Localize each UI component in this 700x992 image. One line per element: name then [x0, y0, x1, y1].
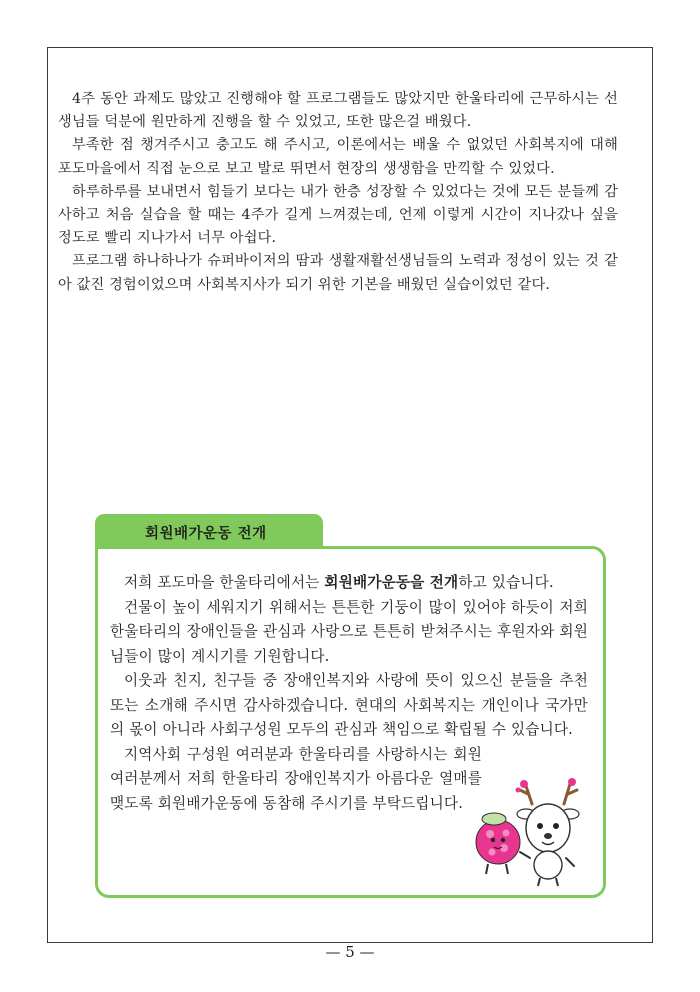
page-number: — 5 — — [325, 943, 375, 961]
campaign-text-run: 하고 있습니다. — [458, 574, 554, 591]
campaign-paragraph: 이웃과 친지, 친구들 중 장애인복지와 사랑에 뜻이 있으신 분들을 추천 또는 소개해 주시면 감사하겠습니다. 현대의 사회복지는 개인이나 국가만의 몫이 아니라 사회구성원 모두의 관심과 책임으로 확립될 수 있습니다. — [110, 672, 588, 738]
campaign-tab — [95, 514, 323, 548]
campaign-paragraph — [110, 571, 588, 596]
campaign-paragraph: 지역사회 구성원 여러분과 한울타리를 사랑하시는 회원여러분께서 저희 한울타리 장애인복지가 아름다운 열매를 맺도록 회원배가운동에 동참해 주시기를 부탁드립니다. — [110, 745, 482, 812]
story-text — [58, 88, 618, 297]
deer-character — [516, 778, 580, 886]
story-paragraph: 부족한 점 챙겨주시고 충고도 해 주시고, 이론에서는 배울 수 없었던 사회복지에 대해 포도마을에서 직접 눈으로 보고 발로 뛰면서 현장의 생생함을 만끽할 수 있었다. — [58, 137, 618, 177]
deer-and-grape-mascot-icon — [470, 770, 592, 888]
campaign-text-run: 저희 포도마을 한울타리에서는 — [124, 574, 325, 591]
story-paragraph: 프로그램 하나하나가 슈퍼바이저의 땀과 생활재활선생님들의 노력과 정성이 있는 것 같아 값진 경험이었으며 사회복지사가 되기 위한 기본을 배웠던 실습이었던 같다. — [58, 253, 618, 293]
campaign-title: 회원배가운동 전개 — [145, 526, 267, 542]
story-paragraph: 하루하루를 보내면서 힘들기 보다는 내가 한층 성장할 수 있었다는 것에 모든 분들께 감사하고 처음 실습을 할 때는 4주가 길게 느껴졌는데, 언제 이렇게 시간이 지나갔나 싶을 정도로 빨리 지나가서 너무 아쉽다. — [58, 183, 618, 247]
campaign-highlight: 회원배가운동을 전개 — [324, 574, 459, 591]
grape-character — [476, 813, 520, 874]
story-paragraph: 4주 동안 과제도 많았고 진행해야 할 프로그램들도 많았지만 한울타리에 근무하시는 선생님들 덕분에 원만하게 진행을 할 수 있었고, 또한 많은걸 배웠다. — [58, 91, 618, 131]
campaign-paragraph: 건물이 높이 세워지기 위해서는 튼튼한 기둥이 많이 있어야 하듯이 저희 한울타리의 장애인들을 관심과 사랑으로 튼튼히 받쳐주시는 후원자와 회원님들이 많이 계시기를 기원합니다. — [110, 598, 588, 665]
